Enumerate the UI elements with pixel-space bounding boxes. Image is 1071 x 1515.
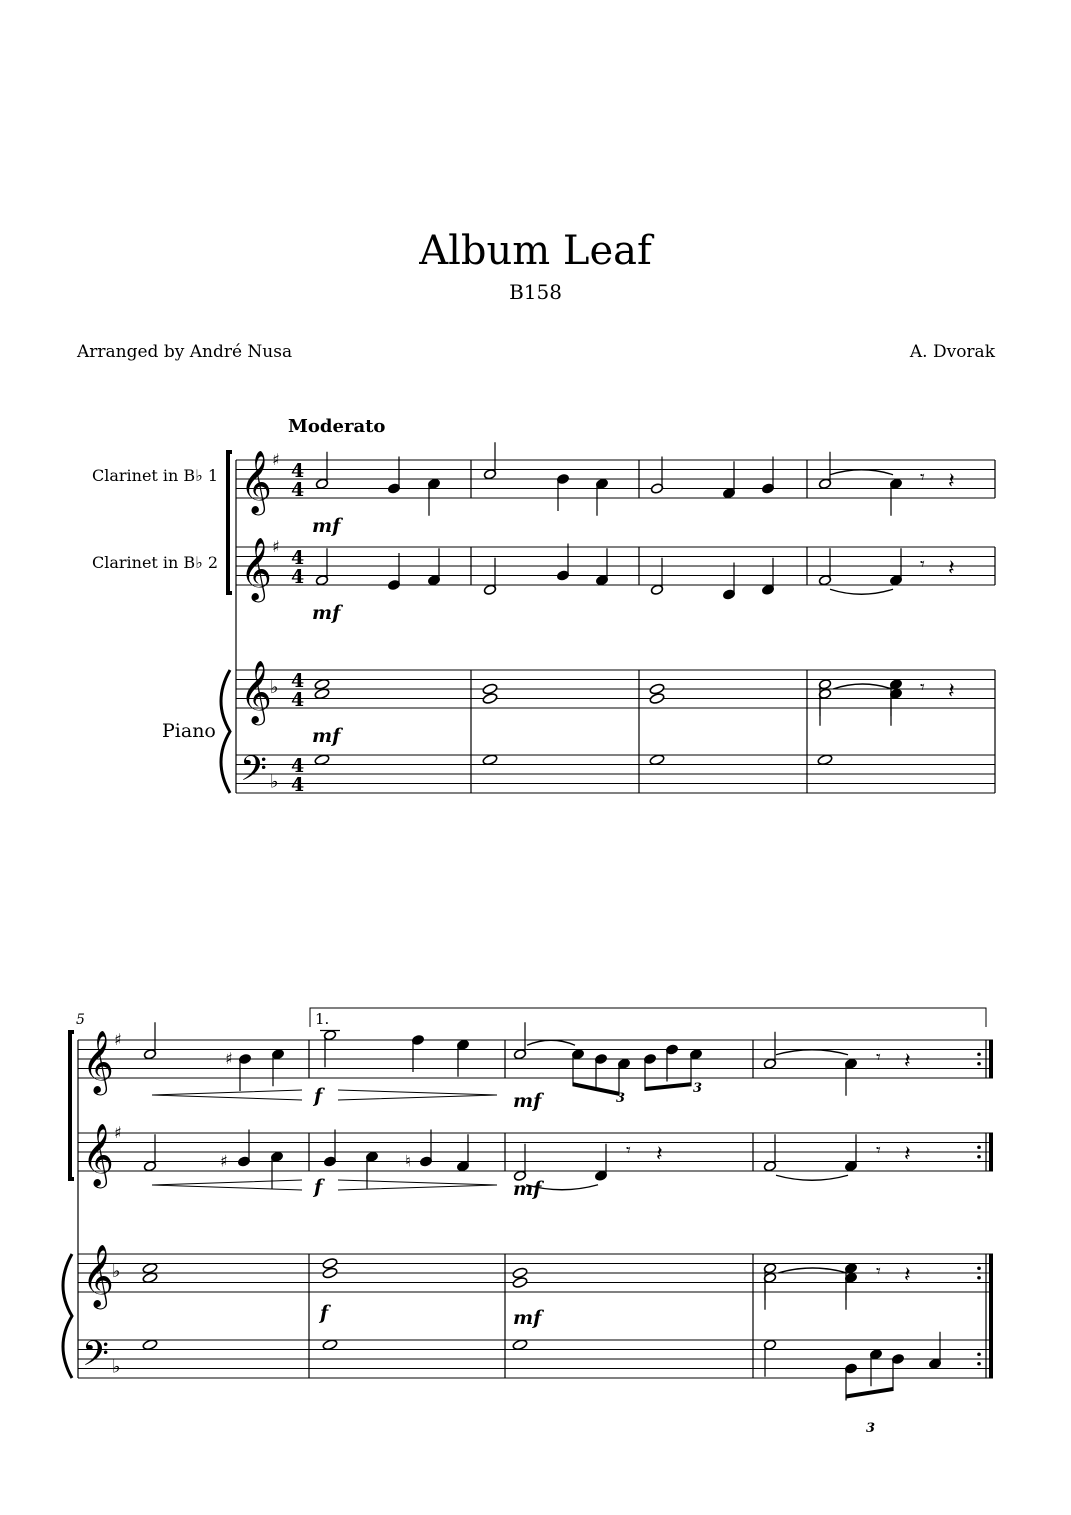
sharp-icon: ♯ [220, 1151, 228, 1171]
eighth-rest: 𝄾 [876, 1047, 881, 1068]
beam [846, 1389, 893, 1397]
tie [833, 684, 892, 689]
tie [776, 1175, 848, 1180]
dynamic-mf-clarinet-2: mf [312, 602, 341, 624]
time-signature-bottom: 4 [291, 566, 305, 588]
time-signature-top: 4 [291, 547, 305, 569]
time-signature-bottom: 4 [291, 479, 305, 501]
tie [778, 1268, 847, 1273]
tie [830, 589, 893, 594]
bass-clef-icon: 𝄢 [240, 748, 268, 797]
time-signature-top: 4 [291, 670, 305, 692]
crescendo-hairpin [152, 1180, 302, 1190]
quarter-rest: 𝄽 [904, 1049, 911, 1074]
repeat-dot [977, 1052, 981, 1056]
sharp-icon: ♯ [114, 1123, 122, 1142]
ensemble-bracket [70, 1032, 74, 1179]
crescendo-hairpin [152, 1090, 302, 1100]
dynamic-f-piano: f [320, 1302, 329, 1324]
decrescendo-hairpin [338, 1090, 497, 1100]
piano-brace [221, 670, 230, 793]
sharp-icon: ♯ [272, 450, 280, 469]
tuplet-number: 3 [616, 1091, 626, 1106]
score-title: Album Leaf [419, 228, 652, 274]
instrument-label-clarinet-1: Clarinet in B♭ 1 [91, 466, 218, 485]
piano-brace [63, 1254, 72, 1378]
repeat-dot [977, 1155, 981, 1159]
eighth-rest: 𝄾 [626, 1140, 631, 1161]
dynamic-mf-clarinet-1: mf [312, 515, 341, 537]
note-head [512, 1267, 528, 1279]
instrument-label-piano: Piano [162, 720, 216, 742]
dynamic-f-clarinet-2: f [314, 1176, 323, 1198]
volta-label: 1. [315, 1010, 330, 1028]
ensemble-bracket [228, 452, 232, 593]
repeat-dot [977, 1145, 981, 1149]
composer-credit: A. Dvorak [909, 342, 995, 362]
flat-icon: ♭ [270, 677, 279, 698]
repeat-dot [977, 1266, 981, 1270]
dynamic-mf-clarinet-2-m7: mf [513, 1178, 542, 1200]
eighth-rest: 𝄾 [876, 1261, 881, 1282]
notation-marks [63, 442, 986, 1400]
repeat-dot [977, 1352, 981, 1356]
volta-bracket [310, 1008, 986, 1027]
tie [830, 470, 893, 475]
score-subtitle: B158 [509, 280, 562, 304]
bass-clef-icon: 𝄢 [82, 1333, 110, 1382]
decrescendo-hairpin [338, 1180, 497, 1190]
time-signature-top: 4 [291, 460, 305, 482]
note-head [482, 683, 498, 695]
natural-icon: ♮ [405, 1151, 411, 1171]
quarter-rest: 𝄽 [948, 556, 955, 581]
note-head [512, 1276, 528, 1288]
quarter-rest: 𝄽 [904, 1142, 911, 1167]
dynamic-mf-clarinet-1-m7: mf [513, 1090, 542, 1112]
repeat-dot [977, 1062, 981, 1066]
flat-icon: ♭ [112, 1356, 121, 1378]
tie [527, 1040, 575, 1045]
treble-clef-icon: 𝄞 [82, 1244, 114, 1307]
sharp-icon: ♯ [114, 1030, 122, 1049]
eighth-rest: 𝄾 [920, 467, 925, 488]
measure-number: 5 [76, 1012, 85, 1028]
tuplet-number: 3 [693, 1081, 703, 1096]
dynamic-f-clarinet-1: f [314, 1085, 323, 1107]
time-signature-top: 4 [291, 755, 305, 777]
quarter-rest: 𝄽 [948, 469, 955, 494]
tempo-marking: Moderato [288, 416, 386, 437]
sharp-icon: ♯ [272, 537, 280, 556]
beam [645, 1084, 691, 1089]
note-head [322, 1257, 338, 1269]
dynamic-mf-piano: mf [312, 725, 341, 747]
treble-clef-icon: 𝄞 [240, 660, 272, 723]
note-head [649, 683, 665, 695]
eighth-rest: 𝄾 [876, 1140, 881, 1161]
eighth-rest: 𝄾 [920, 554, 925, 575]
time-signature-bottom: 4 [291, 774, 305, 796]
note-head [482, 692, 498, 704]
note-head [322, 1267, 338, 1279]
staff-lines [78, 460, 995, 1378]
note-head [649, 692, 665, 704]
time-signature-bottom: 4 [291, 689, 305, 711]
repeat-dot [977, 1362, 981, 1366]
repeat-dot [977, 1276, 981, 1280]
tuplet-number: 3 [866, 1421, 876, 1436]
quarter-rest: 𝄽 [656, 1142, 663, 1167]
quarter-rest: 𝄽 [904, 1263, 911, 1288]
barlines [78, 460, 995, 1378]
tie [776, 1050, 848, 1055]
arranger-credit: Arranged by André Nusa [77, 342, 293, 362]
quarter-rest: 𝄽 [948, 679, 955, 704]
flat-icon: ♭ [112, 1261, 121, 1282]
eighth-rest: 𝄾 [920, 677, 925, 698]
dynamic-mf-piano-m7: mf [513, 1307, 542, 1329]
treble-clef-icon: 𝄞 [82, 1030, 114, 1093]
sharp-icon: ♯ [225, 1049, 233, 1068]
instrument-label-clarinet-2: Clarinet in B♭ 2 [91, 553, 218, 572]
treble-clef-icon: 𝄞 [82, 1123, 114, 1186]
flat-icon: ♭ [270, 771, 279, 793]
treble-clef-icon: 𝄞 [240, 537, 272, 600]
dynamics-and-signatures [291, 460, 875, 1436]
treble-clef-icon: 𝄞 [240, 450, 272, 513]
